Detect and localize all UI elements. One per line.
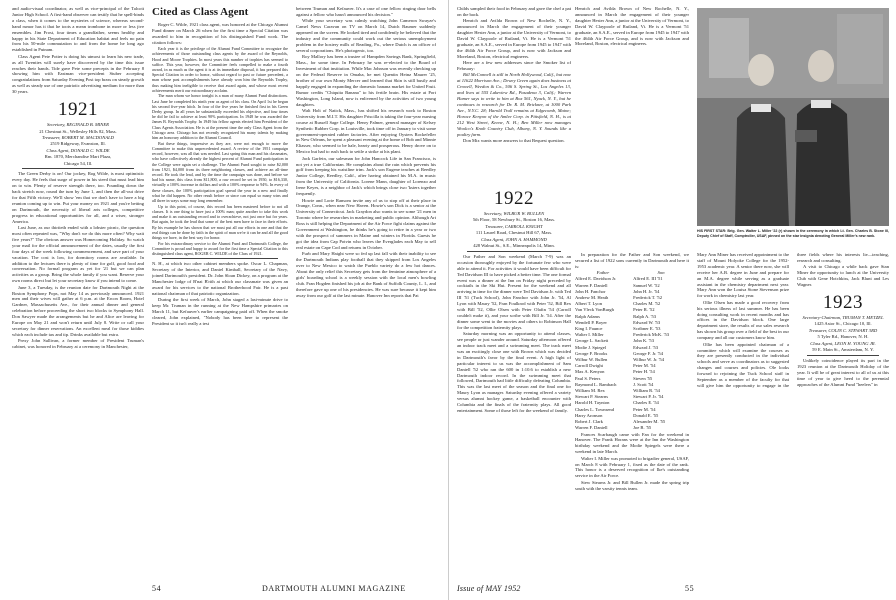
roster-son: Joe B. '55 (633, 425, 652, 431)
roster-father: Wendell P. Boyer (575, 319, 607, 325)
magazine-title: DARTMOUTH ALUMNI MAGAZINE (262, 584, 406, 593)
paragraph: Henrich and Avilda Brown of New Rochelle, N. Y., announced in March the engagement of their younger daughter Hester Ann, a junior at the University of Vermont, to David W. Claypoole of Rutland, Vt. He is a Vermont '51 graduate, an S.A.E., served in Europe from 1945 to 1947 with the 464th Air Force Group, and is now with Jackson and Moreland, Boston, electrical engineers. (457, 18, 571, 59)
roster-father: Warren F. Daniell (575, 282, 608, 288)
paragraph: Don Mix wants more answers to that Bequest question. (463, 137, 565, 143)
officer-line: Secretary-Chairman, TRUMAN T. METZEL (802, 314, 884, 320)
news-photo (697, 8, 889, 226)
officer-line: Treasurer, COLIN C. STEWART 3RD (808, 327, 878, 333)
class-year-heading: 1922 (494, 188, 534, 209)
roster-son: Peter M. '54 (633, 363, 656, 369)
roster-son: John H. Jr. '54 (633, 288, 660, 294)
roster-son: Edward W. '53 (633, 319, 661, 325)
roster-header-father: Father (596, 270, 610, 276)
roster-son: Donald E. '55 (633, 412, 659, 418)
right-column-2 (575, 252, 689, 580)
paragraph: The Green Derby is on! Our jockey, Rog Wilde, is most optimistic every day. He feels that surge of power in his steed that must lead him on to win. Plenty of reserve strength there, too. Pounding down the back stretch now, round the turn by June 1, and then the all-out drive for that Fifth victory. We'll show 'em that we don't have to have a big reunion coming up to win. Put your money on 1921 and you're betting on Dartmouth, the necessity of liberal arts colleges, competitive progress in educational opportunities for all, and a wiser, stronger America. (12, 171, 144, 224)
left-column-3 (296, 6, 436, 580)
officer-line: Class Agent, DONALD C. WILDE (46, 147, 110, 153)
issue-date: Issue of MAY 1952 (457, 584, 521, 593)
roster-father: Charles L. Townsend (575, 406, 615, 412)
paragraph: Bill McConnell is still in North Hollywood, Calif., but now at 11622 Morrison Ave.; Dewey Green again does business at Crowell, Weedon & Co., 506 S. Spring St., Los Angeles 13, and lives at 555 Lakeview Rd., Pasadena 3, Calif.; Warren Hamer says to write to him at Box 561, Nyack, N. Y., but he continues to research for Dr. R. M. Brickner, at 1000 Park Ave., N.Y.C. 28; Harold Trull remains at Edgecomb, Maine; Horace Kenyon of the Amlee Corp. in Pittsfield, N. H., is at 212 West Street, Keene, N. H.; Ben Miller now manages Woolco's Knob Country Club, Albany, N. Y. Sounds like a poultry farm. (457, 72, 571, 137)
roster-father: Alfred E. Davidson Jr. (575, 276, 617, 282)
paragraph: Up to this point, of course, this record has been mastered before to not all classes. It is one thing to have just a 100% man; quite another to take this work and make it an outstanding record and to overachieve, not just once but for years. But again, he took the lead that some of the best men have to face in their efforts. By his example he has shown that we must put all our efforts in one and that the real things can be done by faith in the spirit of man we're it can be and all the good things we have, in the best way for honor. (152, 203, 288, 240)
officer-line: Class Agent, LEON H. YOUNG JR. (810, 340, 876, 346)
right-column-1 (457, 184, 571, 580)
roster-father: Modie J. Spiegel (575, 344, 607, 350)
officer-line: 21 Chestnut St., Wellesley Hills 82, Mass. (39, 128, 117, 134)
paragraph: A visit to Chicago a while back gave Stan Miner the opportunity to lunch at the University Club with Gene Hotchkiss, Jack Blunt and Les Wagner. (797, 264, 889, 288)
right-column-3 (697, 252, 889, 580)
roster-son: Charles E. '54 (633, 400, 659, 406)
roster-father: Van Vleck VonBurgh (575, 307, 614, 313)
photo-caption: HIS FIRST STAR: Brig. Gen. Walter L. Miller '22 (r) shown in the ceremony in which Lt. Gen. Charles B. Stone III, Deputy Chief of Staff, Comptroller, USAF, pinned on the star insignia denoting General Miller's new rank. (697, 229, 889, 238)
officer-line: Treasurer, CARROLL KNIGHT (485, 223, 543, 229)
roster-father: King I. Faunce (575, 326, 603, 332)
roster-son: Steven '55 (633, 375, 653, 381)
paragraph: Each year it is the privilege of the Alumni Fund Committee to recognize the achievements of those outstanding class agents by the award of the Reynolds, Hood and Moore Trophies. In most years this number of trophies has seemed to suffice. This year, however, the Committee feels compelled to make a fourth award, in as much as the agent it is at its immediate disposal, it has prepared this Special Citation in order to honor, without regard to past or future precedent, a man whose past accomplishments have already won him the Reynolds Trophy, thus making him ineligible to receive that award again, and whose most recent achievements merit our extraordinary acclaim. (152, 46, 288, 93)
photo-illustration (697, 8, 889, 226)
roster-son: Charles M. '52 (633, 301, 661, 307)
roster-son: Peter R. '52 (633, 307, 655, 313)
roster-header-son: Son (657, 270, 665, 276)
roster-father: Warren F. Daniell (575, 425, 608, 431)
page-number: 55 (685, 584, 695, 593)
roster-son: Scribner E. '53 (633, 326, 661, 332)
paragraph: Stew Stearns Jr. and Bill Bullen Jr. made the spring trip south with the varsity tennis team. (575, 479, 689, 491)
paragraph: Frances Scarbaugh came with Fan for the weekend in Hanover. The Frank Horans were at the Inn the Washington birthday weekend and the Modie Spiegels were there a weekend in late March. (575, 431, 689, 455)
paragraph: June 3, a Tuesday, is the reunion date for Dartmouth Night at the Boston Symphony Pops, not May 14 as previously announced. 1921 men and their wives will gather at 6 p.m. at the Ercon Room, Hotel Gardner, Massachusetts Ave., for their annual dinner and general celebration before proceeding the short two blocks to Symphony Hall. Don Sawyer made the arrangements but he and Alice are leaving for Europe on May 21 and won't return until July 8. Write or call your secretary for dinner reservations. An excellent meal for those kiddies which each include tax and tip. Drinks available but extra. (12, 284, 144, 337)
paragraph: Jack Garfein, our salesman for John Hancock Life in San Francisco, is not yet a true Californian. He complains about the rain which prevents his golf from keeping his waistline trim. Jack's son Eugene teaches at Reedley Junior College, Reedley, Calif., after having obtained his M.A. in music from the University of California. Lorene Mann, daughter of Lorenzo and Irene Keyes, is a neighbor of Jack's which brings close two 'ksters together frequently. (296, 155, 436, 197)
officer-line: Class Agent, JOHN A. HAMMOND (481, 236, 547, 242)
roster-son: Edward J. '53 (633, 344, 659, 350)
officer-line: 111 Laurel Road, Chestnut Hill 67, Mass. (475, 230, 553, 236)
class-year-heading: 1923 (823, 291, 863, 313)
roster-son: Alfred E. III '51 (633, 276, 663, 282)
paragraph: Ollie Olsen has made a good recovery from his serious illness of last summer. He has been doing consulting work in recent months and has offices in the Davidson block. One large department store, the results of our sales research has shown his group over a field of the best in our company and all our customers know him. (697, 299, 789, 341)
paragraph: While your secretary was calmly watching John Cameron Swayze's Camel News Caravan on TV on March 14, Dutch Baumer suddenly appeared on the screen. He looked tired and confidently he believed that the industry and the community could work out the serious unemployment problem in the hosiery mills of Reading, Pa., where Dutch is an officer of several corporations. He's photogenic, too. (296, 18, 436, 53)
officer-line: 5 Tyler Rd., Hanover, N. H. (817, 334, 869, 340)
roster-son: John K. '53 (633, 338, 655, 344)
paragraph: Furb and Mary Haight were so fed up last fall with their inability to see the Dartmouth Indians play football that they skipped from Los Angeles over to New Mexico to watch the Pueblo variety do a few hot dances. About the only relief this Secretary gets from the feminine atmosphere of a girls' boarding school is a weekly session with the local men's bowling club. Fran Hogden finished his job at the Bank of Suffolk County, L. I., and therefore gave up one of his presidencies. He was sure because it kept him away from our golf at the last minute. Hanover Inn reports that Pat (296, 251, 436, 298)
divider (467, 251, 561, 252)
divider (807, 355, 879, 356)
paragraph: Walt Holt of Natick, Mass., has shifted his research work to Boston University from M.I.T. His daughter Priscilla is taking the four-year nursing course at Russell Sage College. Henry Palmer, general manager of Kelsey Synthetic Rubber Corp. in Louisville, took time off in January to visit some government-operated rubber factories. After enjoying Oysters Rockefeller in New Orleans, he spent a pleasant evening at the home of Bob and Minnie Eliasser, who seemed to be hale, hearty and prosperous. Henry drove on to Mexico but had to rush back to settle a strike at his plant. (296, 107, 436, 155)
paragraph: Childs sampled their food in February and gave the chef a pat on the back. (457, 6, 571, 17)
paragraph: Saturday morning was an opportunity to attend classes, see people or just wander around. Saturday afternoon offered an indoor track meet and a swimming meet. The track meet was an excitingly close one with Brown which was decided in Dartmouth's favor by the final event. A high light of particular interest to us was the accomplishment of Sam Daniell '52 who ran the 600 in 1:10.6 to establish a new Dartmouth indoor record. In the swimming meet that followed, Dartmouth had little difficulty defeating Columbia. This was the last meet of the season and the final one for Maury Lyon as manager. Saturday evening offered a variety versus alumni hockey game, a basketball encounter with Columbia and the finals of the fraternity plays. All good entertainment. Some of those left for the weekend of family. (457, 331, 571, 413)
officer-line: 59 E. Main St., Amsterdam, N. Y. (812, 346, 874, 352)
right-page (448, 0, 896, 600)
roster-father: Harold H. Taynton (575, 400, 610, 406)
roster-father: George F. Brooks (575, 350, 608, 356)
officer-line: 1425 Astor St., Chicago 10, Ill. (814, 321, 872, 327)
roster-son: J. Scott '54 (633, 381, 654, 387)
paragraph: During the first week of March, John staged a last-minute drive to keep Mr. Truman in the running at the New Hampshire primaries on March 11, but Kefauver's earlier campaigning paid off. When the smoke cleared, John explained, "Nobody has been here to represent the President so it isn't really a test (152, 297, 288, 326)
paragraph: Howie and Lorie Ransom invite any of us to stop off at their place in Orange, Conn., when near New Haven. Howie's son Dick is a senior at the University of Connecticut. Jack Graydon also wants to see some '21 men in Toronto where he researches in marketing and public opinion. Although Art Ross is still helping the Department of the Air Force fight claims against the Government at Washington, he thinks he's going to retire in a year or two with the prospect of summers in Maine and winters in Florida. Guests he got the idea from Cap Potvin who leaves the Everglades each May to sell real estate on Cape Cod and returns in October. (296, 197, 436, 250)
roster-son: Samuel W. '52 (633, 282, 660, 288)
roster-son: Ralph A. '53 (633, 313, 657, 319)
roster-father: Raymond L. Rambach (575, 381, 617, 387)
roster-father: Carroll Dwight (575, 363, 603, 369)
paragraph: The man whom we honor tonight is a man of many Alumni Fund distinctions. Last June he completed his ninth year as agent of his class. On April 1st he begun his second five-year hitch. In four of the five years he finished first in his Green Derby group. In all years he substantially exceeded his objective, and four times he did he fail to achieve at least 90% participation. In 1948 he was awarded the James B. Reynolds Trophy. In 1949 his fellow agents elected him President of the Class Agents Association. He is at the present time the only Class Agent from the Chicago area. Chicago has not recently recognized his many talents by making him an honorary addition to the Alumni Council. (152, 93, 288, 141)
officer-line: Rm. 1870, Merchandise Mart Plaza, (44, 154, 112, 160)
paragraph: Ollie has been appointed chairman of a committee which will examine the courses as they are presently conducted in the individual schools and serve as coordinators as to suggested changes and courses and policies. Ole looks forward to rejoining the Tuck School staff in September as a member of the faculty for that will give him the opportunity to engage in the three fields where his interests lie—teaching, research and consulting. (697, 252, 889, 388)
paragraph: In preparation for the Father and Son weekend, we secured a list of 1922 sons currently in Dartmouth and here it is: (575, 252, 689, 269)
paragraph: Our Father and Son weekend (March 7-9) was an occasion thoroughly enjoyed by the fortunate few who were able to attend it. For activities it would have been difficult for Ted Davidson III to have picked a better time. The one formal event was a dinner at the Inn on Friday night preceded by cocktails in the Ski Hut. Present for the weekend and all arriving in time for the dinner were Ted Davidson Jr. with Ted III '51 (Tuck School), John Fanchor with John Jr. '54, Al Lyon with Maury '52, Fran Foulkrod with Peter '52, Bill Rex with Bill '52, Ollie Olsen with Peter Olafin '54 (Carroll couldn't make it), and your scribe with Bill Jr. '54. After the dinner some went to the movies and others to Robinson Hall for the competition fraternity plays. (457, 253, 571, 330)
officer-line: Secretary, WILBUR W. BULLEN (483, 211, 545, 216)
roster-son: Peter M. '54 (633, 406, 656, 412)
roster-rows (575, 276, 689, 431)
paragraph: N. H., at which two other cabinet members spoke. Oscar L. Chapman, Secretary of the Interior, and Daniel Kimball, Secretary of the Navy, joined Dartmouth's president. Dr. John Sloan Dickey, on a program at the Manchester lodge of B'nai B'rith at which our classmate was given an award for his services to the national Brotherhood Fair. He is a past national chairman of that patriotic organization. (152, 261, 288, 296)
roster-father: Albert T. Lyon (575, 301, 603, 307)
paragraph: Last June, as our thirtieth ended with a lobster picnic, the question most often repeated was, "Why don't we do this more often? Why wait five years?" The obvious answer was Homecoming Holiday. So watch your mail for the official announcement of the dates, usually the first four days of the week following commencement, and save part of your vacation. The cost is low, for dormitory rooms are available. In addition to the lectures there is plenty of time for golf, good food and conversation. No formal program as yet for '21 but we can plan activities as a group. Bring the whole family if you want. Reserve your own rooms direct but let your secretary know if you intend to come. (12, 225, 144, 284)
roster-son: William R. '54 (633, 388, 660, 394)
article-headline: Cited as Class Agent (152, 6, 249, 18)
roster-son: Peter H. '54 (633, 369, 655, 375)
roster-father: George L. Sackett (575, 338, 609, 344)
citation-text (152, 46, 288, 256)
roster-father: Stewart P. Stearns (575, 394, 609, 400)
paragraph: Roger C. Wilde, 1921 class agent, was honored at the Chicago Alumni Fund dinner on March 26 when for the first time a Special Citation was awarded to him in recognition of his distinguished Fund work. The citation follows: (152, 22, 288, 45)
officer-line: Secretary, REGINALD B. MINER (47, 122, 109, 128)
father-son-roster (575, 270, 689, 431)
roster-son: Frederick T. '52 (633, 295, 662, 301)
roster-son: Stewart P. Jr. '54 (633, 394, 664, 400)
officer-line: Treasurer, ROBERT M. MACDONALD (42, 134, 114, 140)
roster-father: Walter I. Miller (575, 332, 604, 338)
left-column-2 (152, 6, 288, 580)
roster-father: Harry Aronson (575, 412, 603, 418)
roster-son: Frederick McK. '53 (633, 332, 670, 338)
roster-father: Paul S. Peters (575, 375, 601, 381)
left-column-1 (12, 6, 144, 580)
roster-son: Alexander M. '55 (633, 419, 666, 425)
right-column-1-top (457, 6, 571, 182)
paragraph: Henrich and Avilda Brown of New Rochelle, N. Y., announced in March the engagement of their younger daughter Hester Ann, a junior at the University of Vermont, to David W. Claypoole of Rutland, Vt. He is a Vermont '51 graduate, an S.A.E., served in Europe from 1945 to 1947 with the 464th Air Force Group, and is now with Jackson and Moreland, Boston, electrical engineers. (575, 6, 689, 47)
paragraph: Unlikely coincidence played its part in the 1923 reunion at the Dartmouth Holiday of the year. It will be of great interest to all of us at this time of year to give heed to the perennial approaches of the Alumni Fund "heelers" in (797, 357, 889, 387)
roster-father: Ralph Adams (575, 313, 600, 319)
roster-father: John H. Fanchor (575, 288, 606, 294)
divider (162, 258, 278, 259)
officer-line: Chicago 54, Ill. (63, 160, 93, 166)
paragraph: and audio-visual coordinator, as well as vice-principal of the Talcott Junior High School. A first-hand observer can testify that he spell-binds a class, when it comes to the mysteries of science, whereas second-hand rumor has it that he toots a mean trombone in more or less jive ensembles. Jim Frost, four times a grandfather, seems healthy and happy in his State Department of Education habitat and feels no pain from his 50-mile commutation to and from the home he long ago established in Putnam. (12, 6, 144, 53)
officer-line: 2519 Ridgeway, Evanston, Ill. (50, 141, 106, 147)
officer-line: 428 Walnut St., S.E., Minneapolis 14, Minn. (473, 243, 555, 249)
class-year-heading: 1921 (58, 99, 98, 121)
roster-father: Max A. Kenyon (575, 369, 605, 375)
roster-father: Andrew M. Heath (575, 295, 609, 301)
roster-son: Wilbur W. Jr. '54 (633, 357, 665, 363)
roster-father: Robert J. Clark (575, 419, 603, 425)
paragraph: Roy Mallory has been a trustee of Hampden Savings Bank, Springfield, Mass., for some time. In February he was re-elected to the Board of Investment of that institution. While Mac Johnson was recently checking up on the Federal Reserve in Omaha, he met Quentin Heinz Maurer '25, brother of our own Monty Mercer and learned that Skin is still busily and happily engaged in expanding the domestic banana market for United Fruit. Rumor credits "Chiquita Banana" to his fertile brain. His estate at Port Washington, Long Island, now is enlivened by the activities of two young daughters. (296, 54, 436, 107)
paragraph: Walter I. Miller was promoted to brigadier general, USAF, on March 8 with February 1, fixed as the date of the rank. This honor is a deserved recognition of Ike's outstanding service in the Air Force. (575, 455, 689, 479)
roster-father: Wilbur W. Bullen (575, 357, 608, 363)
page-number: 54 (152, 584, 162, 593)
roster-father: William M. Rex (575, 388, 605, 394)
divider (22, 168, 134, 169)
paragraph: For his extraordinary service to the Alumni Fund and Dartmouth College, the Committee is proud and happy to award for the first time a Special Citation to this distinguished class agent, ROGER C. WILDE of the Class of 1921. (152, 240, 288, 257)
roster-son: George F. Jr. '54 (633, 350, 663, 356)
paragraph: Class Agent Pete Potter is doing his utmost to learn his new trade, as all Twenties will surely have discovered by the time this issue reaches their hands. Tide gave Pete some precepts in the February 8 showing him with Eastman vice-president Stuber accepting congratulations from Saturday Evening Post top brass on steady growth as well as steady use of one patriotic advertising medium for more than 30 years. (12, 53, 144, 95)
officer-line: 5th Floor, 58 Newbury St., Boston 16, Mass. (472, 217, 556, 223)
paragraph: between Truman and Kefauver. It's a case of one fellow ringing door bells against a fellow who hasn't announced his decision." (296, 6, 436, 17)
paragraph: Prexy John Sullivan, a former member of President Truman's cabinet, was honored in February at a ceremony in Manchester, (12, 338, 144, 350)
paragraph: Mary Ann Miner has received appointment to the staff of Mount Holyoke College for the 1952-1953 academic year. A senior there now, she will receive her A.B. degree in June and prepare for an M.A. degree while serving as a graduate assistant in the chemistry department next year. Mary Ann won the Louisa Stone Stevenson prize for work in chemistry last year. (697, 252, 789, 299)
right-column-2-top (575, 6, 689, 182)
paragraph: Here are a few new addresses since the Smoker list of February: (457, 60, 571, 72)
paragraph: But these things, impressive as they are, were not enough to move the Committee to make this unprecedented award. A review of the 1951 campaign record, however, was all that was needed. Last spring this man and his classmates, who have collectively already the highest percent of Alumni Fund participation in the College were again set a challenge. The Alumni Fund sought to raise $2,000 from 1921, $4,000 from its three neighboring classes, and achieve an all-time record. He took the lead, and by the time the campaign was done, and before we had his name, this class from $11,800, a raw record he set in 1950, to $16,330, virtually a 100% increase in dollars and with a 100% response to 94%. In every of these classes, the 100% participation goal spread the year in a new and finally what he did happen. No other result before or since can equal so many wins and all three in ways some may long remember. (152, 140, 288, 204)
